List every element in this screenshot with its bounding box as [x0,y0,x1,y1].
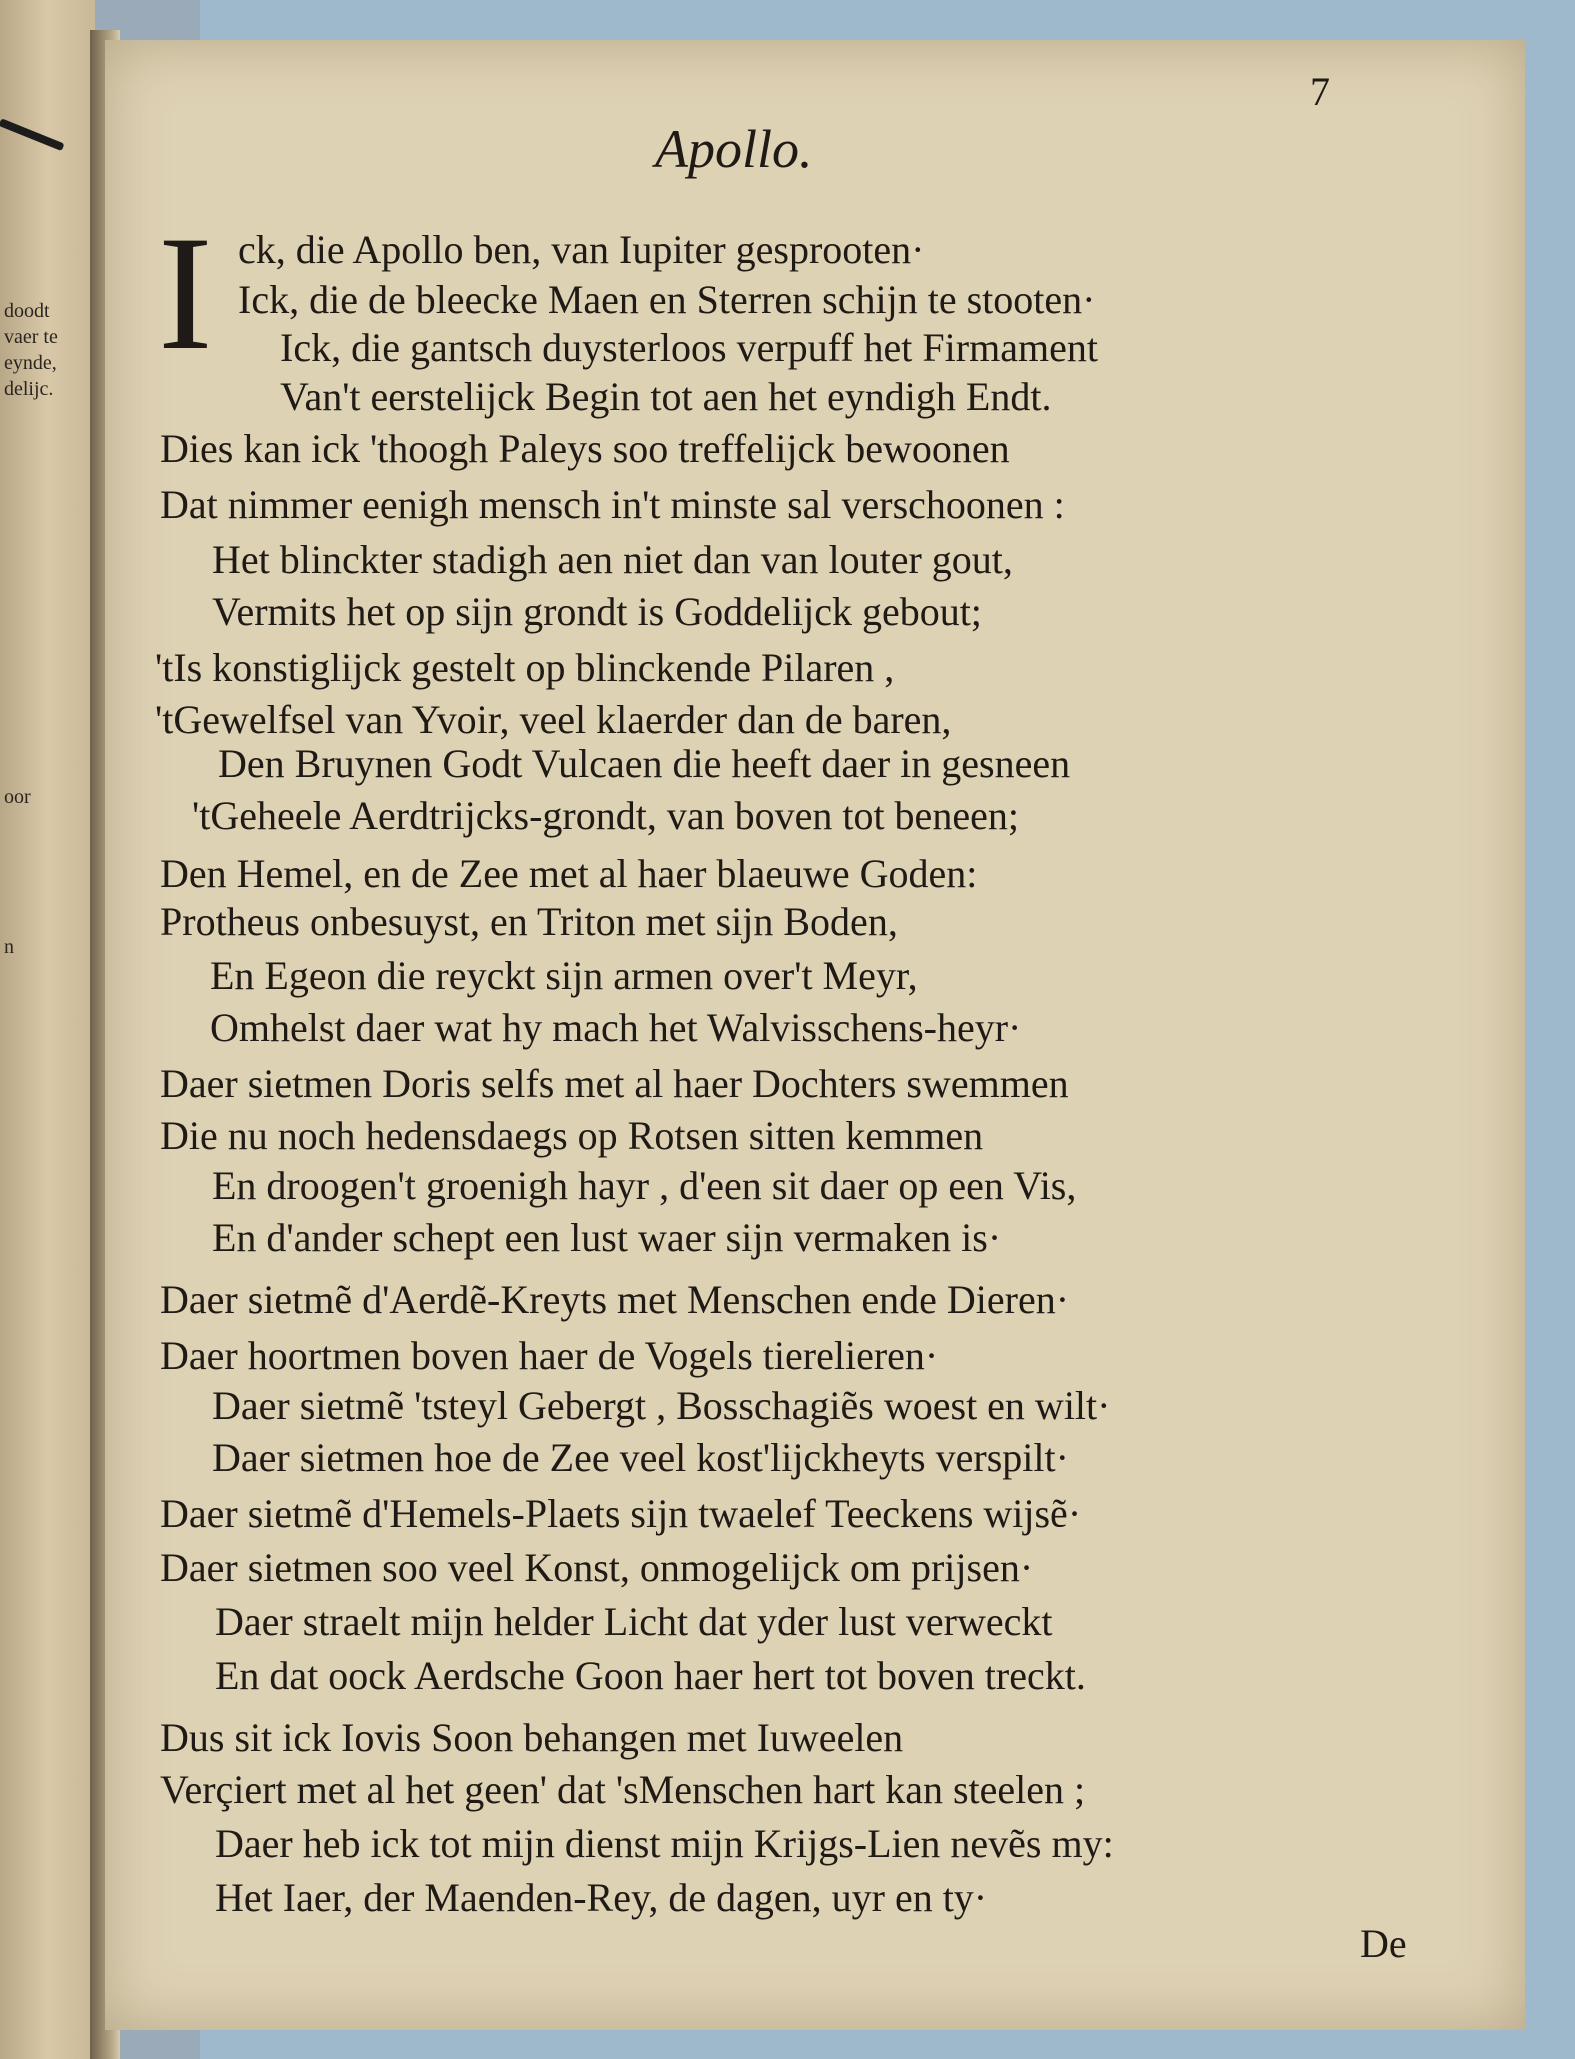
left-fragment: vaer te [4,326,58,348]
verse-line: Die nu noch hedensdaegs op Rotsen sitten kemmen [160,1113,984,1158]
left-page-edge [0,0,95,2059]
verse-line: Omhelst daer wat hy mach het Walvisschens-heyr· [210,1005,1022,1050]
verse-line: En droogen't groenigh hayr , d'een sit daer op een Vis, [212,1163,1077,1208]
left-fragment: delijc. [4,378,54,400]
verse-line: Daer sietmen Doris selfs met al haer Dochters swemmen [160,1061,1069,1106]
verse-line: Den Bruynen Godt Vulcaen die heeft daer in gesneen [218,741,1071,786]
drop-cap: I [158,203,213,384]
catchword: De [1360,1921,1407,1966]
verse-line: Dus sit ick Iovis Soon behangen met Iuweelen [160,1715,904,1760]
verse-line: Het Iaer, der Maenden-Rey, de dagen, uyr en ty· [215,1875,988,1920]
verse-line: Daer heb ick tot mijn dienst mijn Krijgs-Lien nevẽs my: [215,1821,1114,1866]
verse-line: Daer hoortmen boven haer de Vogels tierelieren· [160,1333,939,1378]
verse-line: En d'ander schept een lust waer sijn vermaken is· [212,1215,1002,1260]
left-fragment: oor [4,786,31,808]
verse-line: Protheus onbesuyst, en Triton met sijn Boden, [160,899,898,944]
verse-line: Daer sietmẽ d'Hemels-Plaets sijn twaelef Teeckens wijsẽ· [160,1491,1082,1536]
verse-line: 'tGeheele Aerdtrijcks-grondt, van boven tot beneen; [192,793,1019,838]
verse-line: Dat nimmer eenigh mensch in't minste sal verschoonen : [160,482,1065,527]
verse-line: En dat oock Aerdsche Goon haer hert tot boven treckt. [215,1653,1086,1698]
verse-line: ck, die Apollo ben, van Iupiter gesprooten· [238,227,925,272]
page-title: Apollo. [655,119,813,179]
verse-line: 'tIs konstiglijck gestelt op blinckende Pilaren , [155,645,895,690]
verse-line: 'tGewelfsel van Yvoir, veel klaerder dan de baren, [155,697,952,742]
verse-line: En Egeon die reyckt sijn armen over't Meyr, [210,953,918,998]
verse-line: Daer sietmẽ 'tsteyl Gebergt , Bosschagiẽs woest en wilt· [212,1383,1111,1428]
verse-line: Ick, die de bleecke Maen en Sterren schijn te stooten· [238,277,1096,322]
verse-line: Ick, die gantsch duysterloos verpuff het Firmament [280,325,1098,370]
verse-line: Verçiert met al het geen' dat 'sMenschen hart kan steelen ; [160,1767,1086,1812]
verse-line: Daer sietmẽ d'Aerdẽ-Kreyts met Menschen ende Dieren· [160,1277,1070,1322]
verse-line: Daer straelt mijn helder Licht dat yder lust verweckt [215,1599,1053,1644]
verse-line: Van't eerstelijck Begin tot aen het eyndigh Endt. [280,374,1052,419]
pen-icon [0,118,65,151]
verse-line: Daer sietmen soo veel Konst, onmogelijck om prijsen· [160,1545,1034,1590]
verse-line: Vermits het op sijn grondt is Goddelijck gebout; [212,589,982,634]
verse-line: Den Hemel, en de Zee met al haer blaeuwe Goden: [160,851,978,896]
left-fragment: doodt [4,300,50,322]
page-number: 7 [1310,69,1330,114]
left-fragment: eynde, [4,352,57,374]
verse-line: Daer sietmen hoe de Zee veel kost'lijckheyts verspilt· [212,1435,1069,1480]
verse-line: Dies kan ick 'thoogh Paleys soo treffelijck bewoonen [160,426,1010,471]
left-fragment: n [4,936,14,958]
verse-line: Het blinckter stadigh aen niet dan van louter gout, [212,537,1013,582]
